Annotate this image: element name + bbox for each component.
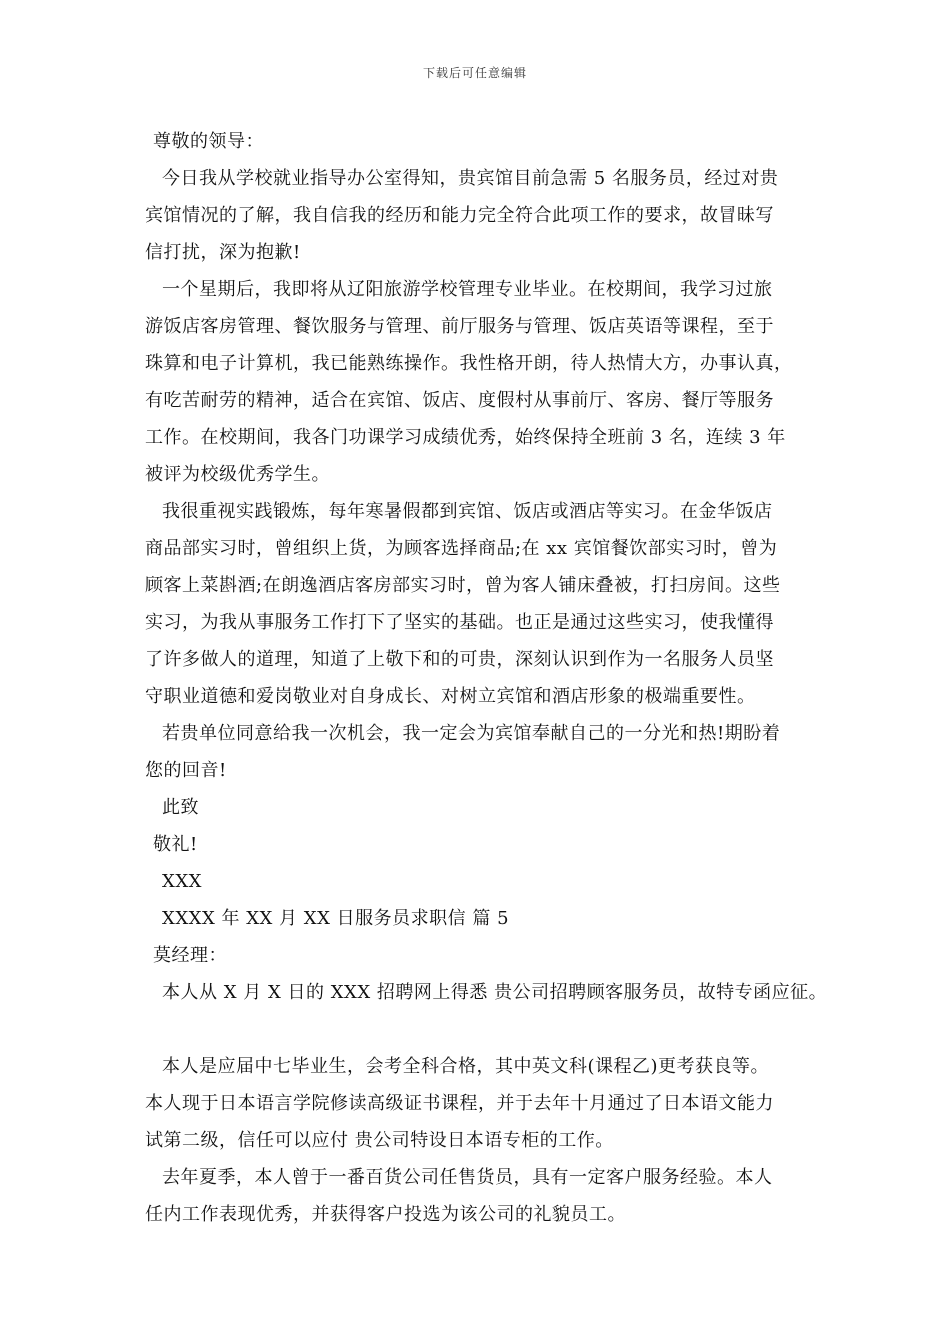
paragraph-line: 本人从 X 月 X 日的 XXX 招聘网上得悉 贵公司招聘顾客服务员，故特专函应征。 <box>162 982 828 1003</box>
blank-line <box>145 1011 815 1048</box>
paragraph-line: 我很重视实践锻炼，每年寒暑假都到宾馆、饭店或酒店等实习。在金华饭店 <box>162 501 773 522</box>
paragraph-line: 今日我从学校就业指导办公室得知，贵宾馆目前急需 5 名服务员，经过对贵 <box>162 168 779 189</box>
paragraph-line: 珠算和电子计算机，我已能熟练操作。我性格开朗，待人热情大方，办事认真， <box>145 353 793 374</box>
closing-line: 敬礼! <box>153 834 198 855</box>
paragraph-line: 任内工作表现优秀，并获得客户投选为该公司的礼貌员工。 <box>145 1204 626 1225</box>
letter-body <box>145 123 828 1233</box>
salutation: 莫经理： <box>153 945 227 966</box>
paragraph-line: 商品部实习时，曾组织上货，为顾客选择商品;在 xx 宾馆餐饮部实习时，曾为 <box>145 538 778 559</box>
paragraph-line: 信打扰，深为抱歉! <box>145 242 301 263</box>
paragraph-line: 了许多做人的道理，知道了上敬下和的可贵，深刻认识到作为一名服务人员坚 <box>145 649 774 670</box>
paragraph-line: 试第二级，信任可以应付 贵公司特设日本语专柜的工作。 <box>145 1130 614 1151</box>
paragraph-line: 本人是应届中七毕业生，会考全科合格，其中英文科(课程乙)更考获良等。 <box>162 1056 770 1077</box>
paragraph-line: 去年夏季，本人曾于一番百货公司任售货员，具有一定客户服务经验。本人 <box>162 1167 773 1188</box>
closing-line: 此致 <box>162 797 199 818</box>
paragraph-line: 被评为校级优秀学生。 <box>145 464 330 485</box>
paragraph-line: 工作。在校期间，我各门功课学习成绩优秀，始终保持全班前 3 名，连续 3 年 <box>145 427 786 448</box>
paragraph-line: 有吃苦耐劳的精神，适合在宾馆、饭店、度假村从事前厅、客房、餐厅等服务 <box>145 390 774 411</box>
date-title-line: XXXX 年 XX 月 XX 日服务员求职信 篇 5 <box>162 908 510 929</box>
paragraph-line: 本人现于日本语言学院修读高级证书课程，并于去年十月通过了日本语文能力 <box>145 1093 774 1114</box>
signature-line: XXX <box>162 871 202 892</box>
paragraph-line: 一个星期后，我即将从辽阳旅游学校管理专业毕业。在校期间，我学习过旅 <box>162 279 773 300</box>
paragraph-line: 宾馆情况的了解，我自信我的经历和能力完全符合此项工作的要求，故冒昧写 <box>145 205 774 226</box>
paragraph-line: 您的回音! <box>145 760 227 781</box>
paragraph-line: 实习，为我从事服务工作打下了坚实的基础。也正是通过这些实习，使我懂得 <box>145 612 774 633</box>
salutation: 尊敬的领导： <box>153 131 264 152</box>
paragraph-line: 若贵单位同意给我一次机会，我一定会为宾馆奉献自己的一分光和热!期盼着 <box>162 723 781 744</box>
header-note: 下载后可任意编辑 <box>422 66 527 80</box>
paragraph-line: 守职业道德和爱岗敬业对自身成长、对树立宾馆和酒店形象的极端重要性。 <box>145 686 756 707</box>
paragraph-line: 顾客上菜斟酒;在朗逸酒店客房部实习时，曾为客人铺床叠被，打扫房间。这些 <box>145 575 781 596</box>
paragraph-line: 游饭店客房管理、餐饮服务与管理、前厅服务与管理、饭店英语等课程，至于 <box>145 316 774 337</box>
